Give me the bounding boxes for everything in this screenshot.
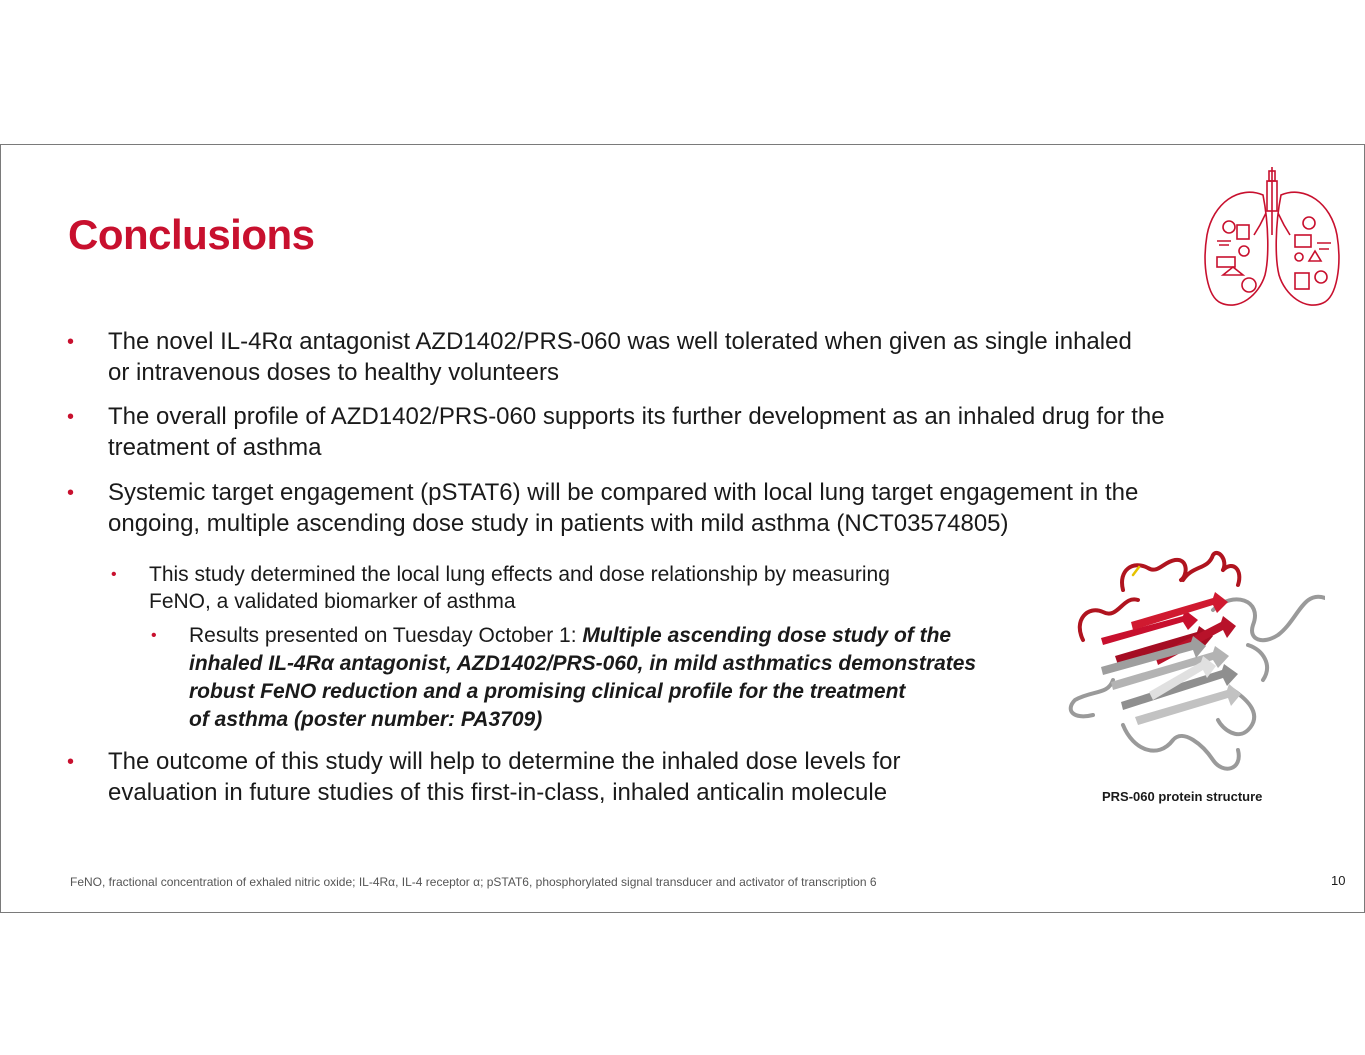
bullet-marker: • <box>67 751 75 773</box>
results-lead: Results presented on Tuesday October 1: <box>189 624 583 647</box>
bullet-line: The novel IL-4Rα antagonist AZD1402/PRS-060 was well tolerated when given as single inhaled <box>108 328 1132 355</box>
bullet-line: or intravenous doses to healthy volunteers <box>108 359 559 386</box>
poster-title: of asthma (poster number: PA3709) <box>189 708 543 731</box>
sub-sub-bullet-line <box>189 622 951 650</box>
poster-title: robust FeNO reduction and a promising clinical profile for the treatment <box>189 680 906 703</box>
image-caption: PRS-060 protein structure <box>1102 789 1263 804</box>
sub-bullet-line: This study determined the local lung effects and dose relationship by measuring <box>149 563 890 586</box>
bullet-line: Systemic target engagement (pSTAT6) will be compared with local lung target engagement in the <box>108 479 1139 506</box>
bullet-marker: • <box>151 627 157 644</box>
bullet-marker: • <box>111 566 117 583</box>
bullet-marker: • <box>67 331 75 353</box>
poster-title: inhaled IL-4Rα antagonist, AZD1402/PRS-060, in mild asthmatics demonstrates <box>189 652 977 675</box>
bullet-marker: • <box>67 406 75 428</box>
sub-bullet-line: FeNO, a validated biomarker of asthma <box>149 590 516 613</box>
bullet-line: The outcome of this study will help to determine the inhaled dose levels for <box>108 748 901 775</box>
bullet-line: treatment of asthma <box>108 434 322 461</box>
bullet-marker: • <box>67 482 75 504</box>
bullet-line: The overall profile of AZD1402/PRS-060 supports its further development as an inhaled drug for the <box>108 403 1165 430</box>
slide <box>0 144 1365 913</box>
poster-title: Multiple ascending dose study of the <box>582 624 952 647</box>
page-number: 10 <box>1331 873 1346 888</box>
slide-title: Conclusions <box>68 211 315 258</box>
bullet-line: evaluation in future studies of this first-in-class, inhaled anticalin molecule <box>108 779 888 806</box>
footnote: FeNO, fractional concentration of exhaled nitric oxide; IL-4Rα, IL-4 receptor α; pSTAT6, phosphorylated signal transducer and activator of transcription 6 <box>70 875 877 889</box>
protein-structure-image <box>1063 550 1325 780</box>
bullet-line: ongoing, multiple ascending dose study in patients with mild asthma (NCT03574805) <box>108 510 1009 537</box>
